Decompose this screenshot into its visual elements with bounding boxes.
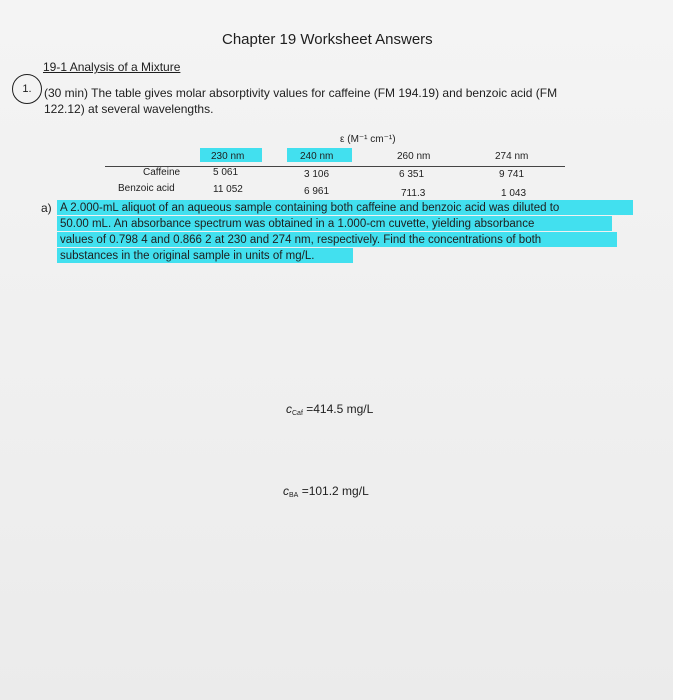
- answer-value: =101.2 mg/L: [301, 484, 369, 498]
- answer-subscript: BA: [289, 492, 299, 499]
- answer-benzoic-acid: [283, 484, 369, 499]
- table-cell: 3 106: [304, 169, 330, 180]
- column-header-260nm: 260 nm: [397, 151, 431, 162]
- column-header-274nm: 274 nm: [495, 151, 529, 162]
- answer-symbol: c: [286, 402, 292, 416]
- table-cell: 5 061: [213, 167, 239, 178]
- question-text-line-1: (30 min) The table gives molar absorptivity values for caffeine (FM 194.19) and benzoic acid (FM: [44, 86, 558, 100]
- table-cell: 711.3: [401, 188, 426, 199]
- page-title: Chapter 19 Worksheet Answers: [222, 31, 433, 48]
- answer-symbol: c: [283, 484, 289, 498]
- table-cell: 6 351: [399, 169, 425, 180]
- question-text-line-2: 122.12) at several wavelengths.: [44, 102, 214, 116]
- answer-value: =414.5 mg/L: [306, 402, 374, 416]
- part-a-line-2: 50.00 mL. An absorbance spectrum was obtained in a 1.000-cm cuvette, yielding absorbance: [60, 218, 535, 230]
- answer-subscript: Caf: [292, 410, 303, 417]
- part-a-line-1: A 2.000-mL aliquot of an aqueous sample containing both caffeine and benzoic acid was diluted to: [60, 202, 560, 214]
- section-heading: 19-1 Analysis of a Mixture: [43, 60, 181, 74]
- table-cell: 6 961: [304, 186, 330, 197]
- part-a-label: a): [41, 201, 52, 215]
- column-header-240nm: 240 nm: [300, 151, 334, 162]
- table-unit-label: ε (M⁻¹ cm⁻¹): [340, 134, 396, 145]
- table-cell: 1 043: [501, 188, 527, 199]
- table-cell: 9 741: [499, 169, 525, 180]
- question-number: 1.: [22, 83, 32, 95]
- row-label-benzoic-acid: Benzoic acid: [118, 183, 175, 194]
- column-header-230nm: 230 nm: [211, 151, 245, 162]
- part-a-line-3: values of 0.798 4 and 0.866 2 at 230 and 274 nm, respectively. Find the concentrations of both: [60, 234, 542, 246]
- part-a-line-4: substances in the original sample in units of mg/L.: [60, 250, 315, 262]
- row-label-caffeine: Caffeine: [143, 167, 181, 178]
- answer-caffeine: [286, 402, 373, 417]
- question-number-circle: [12, 74, 42, 104]
- table-cell: 11 052: [213, 184, 243, 195]
